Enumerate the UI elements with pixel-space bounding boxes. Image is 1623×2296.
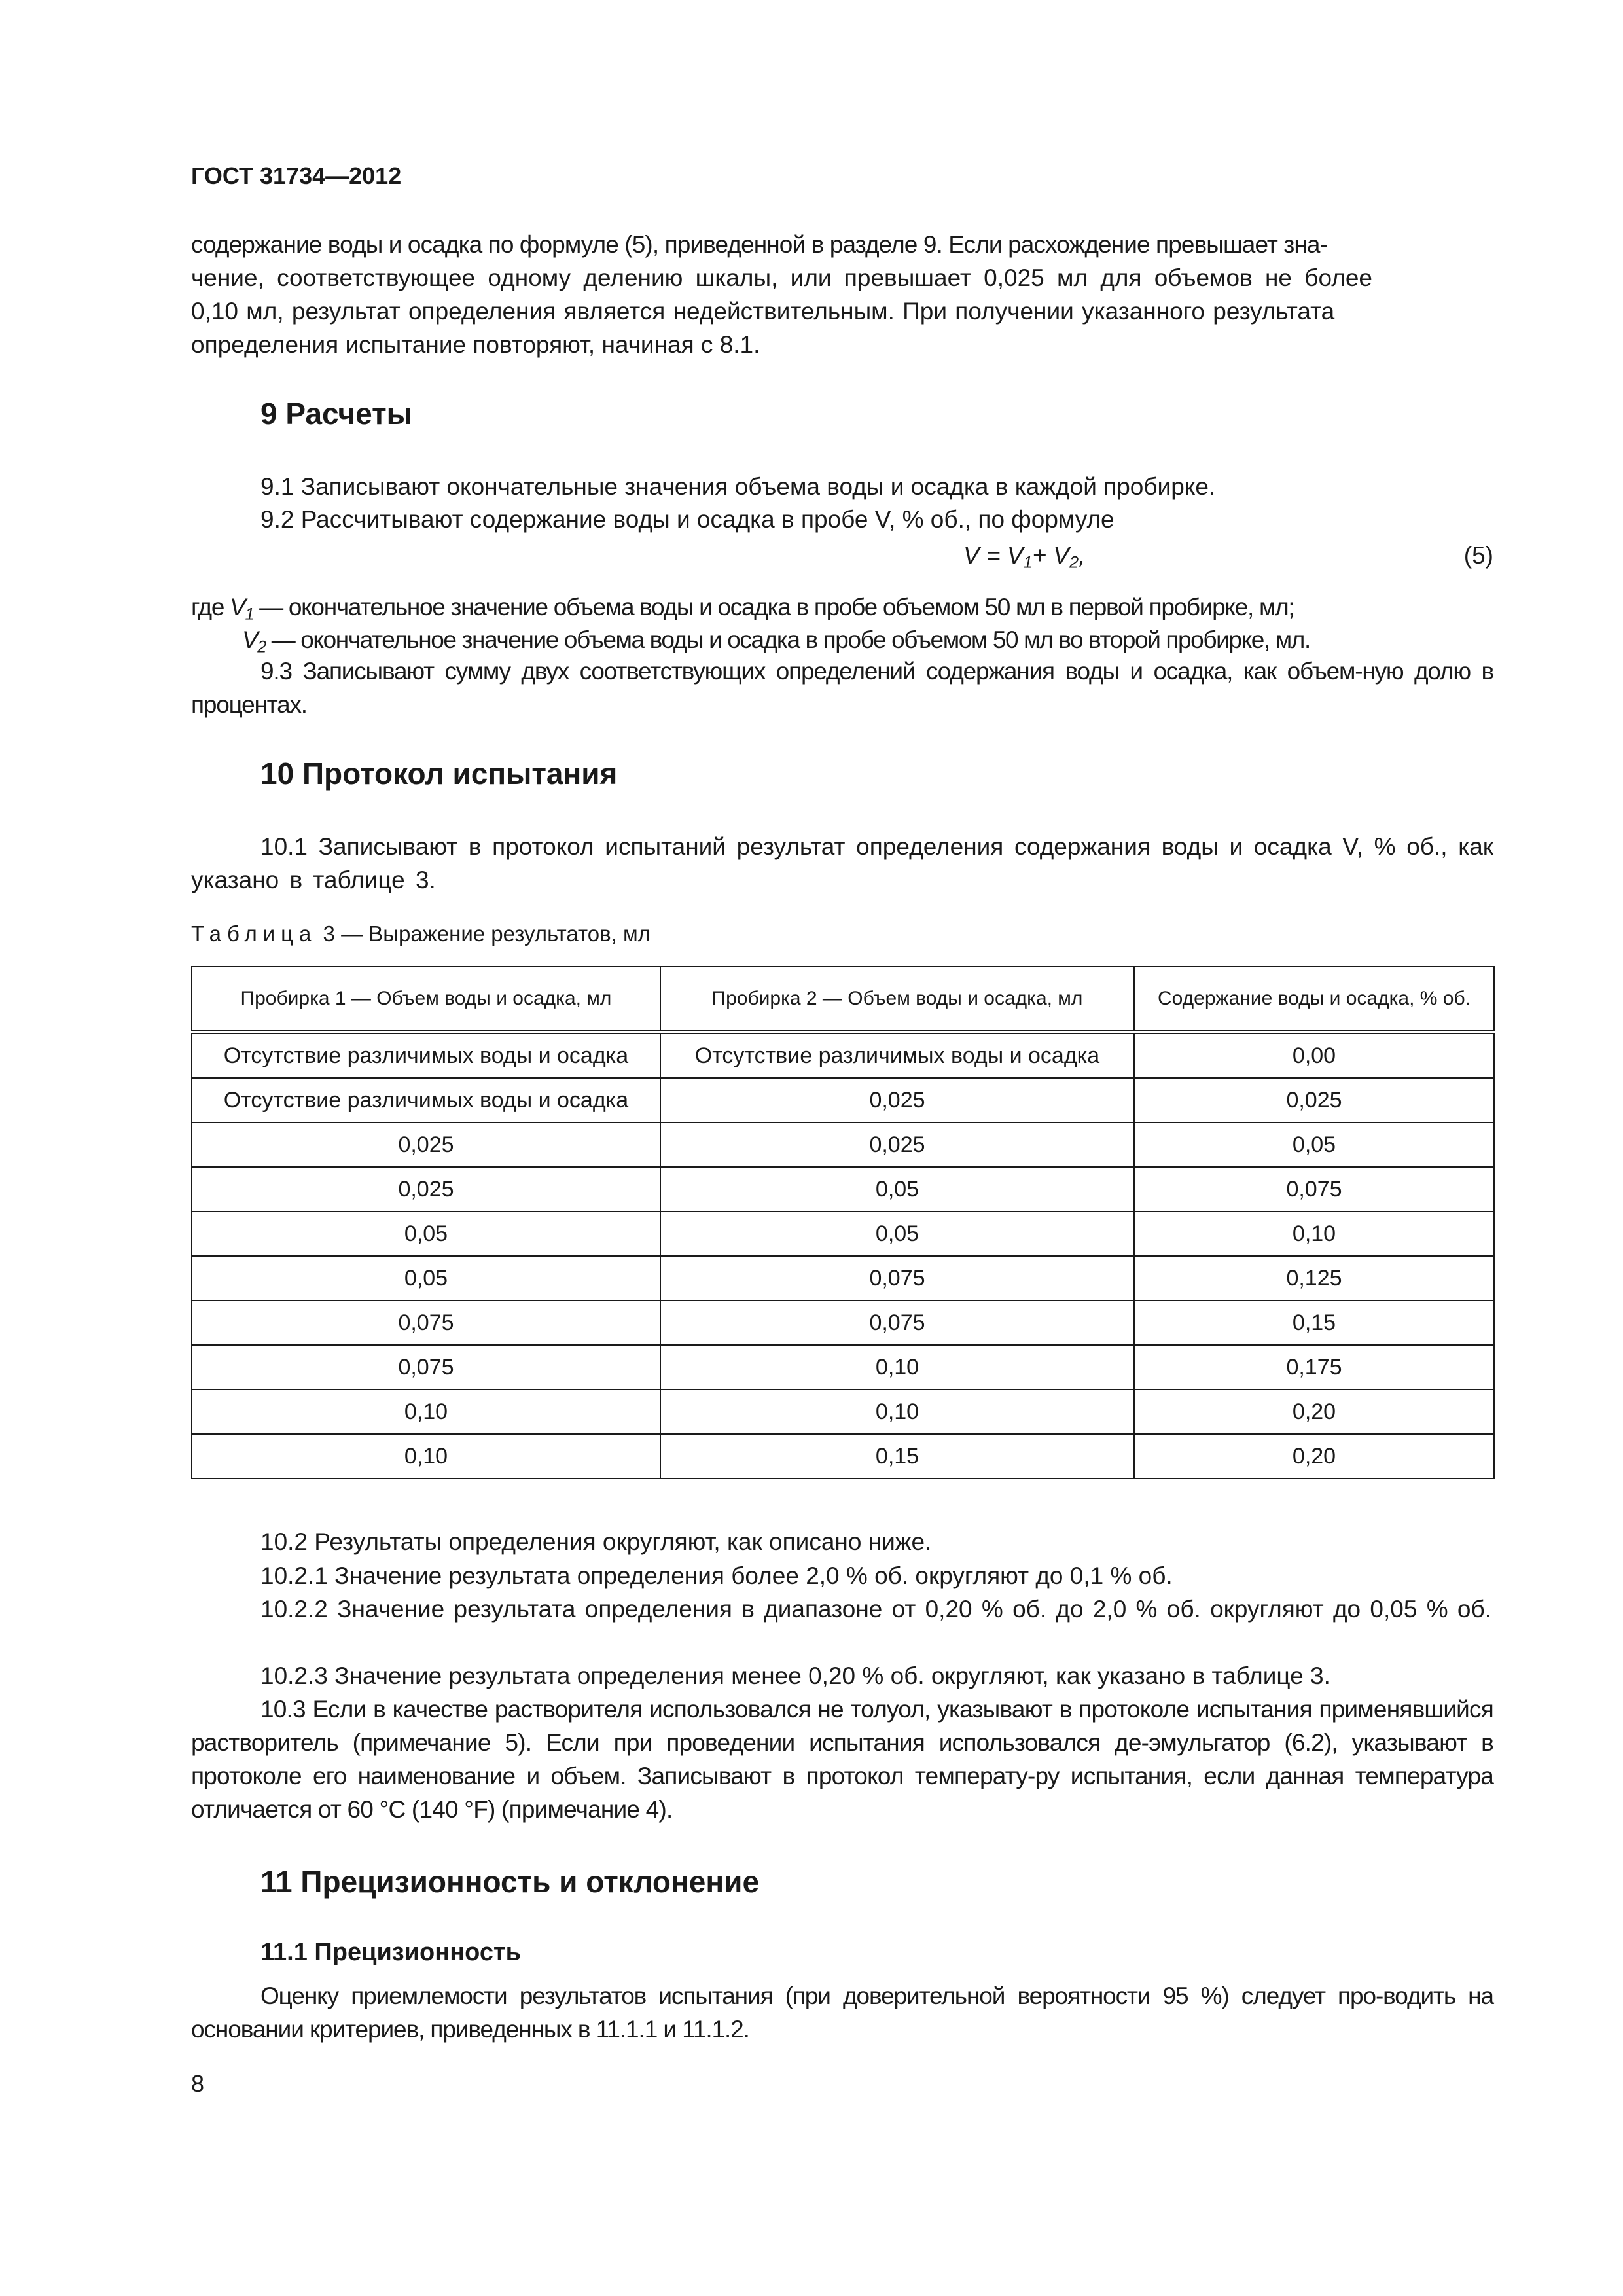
table-row: [192, 1032, 1494, 1078]
table-row: [192, 1211, 1494, 1256]
where-v2: [191, 623, 1493, 656]
table-row: [192, 1390, 1494, 1434]
table-cell: 0,075: [1134, 1167, 1494, 1211]
where-word: где: [191, 594, 224, 620]
section-9-para-1: [191, 470, 1493, 503]
table-cell: 0,075: [660, 1300, 1134, 1345]
table-cell: 0,025: [1134, 1078, 1494, 1122]
para-10-2-1-line: [191, 1559, 1493, 1592]
table-cell: 0,025: [192, 1167, 660, 1211]
table-cell: 0,10: [660, 1345, 1134, 1390]
para-10-2-3-line: [191, 1659, 1493, 1693]
table-cell: 0,05: [192, 1256, 660, 1300]
table-3-caption: [191, 922, 651, 946]
section-9-heading: 9 Расчеты: [260, 397, 412, 431]
where-v1: [191, 590, 1493, 624]
table-cell: 0,075: [192, 1300, 660, 1345]
formula-number: (5): [1463, 542, 1493, 569]
subsection-11-1-heading: 11.1 Прецизионность: [260, 1939, 521, 1966]
section-11-heading: 11 Прецизионность и отклонение: [260, 1865, 760, 1899]
table-cell: 0,05: [660, 1211, 1134, 1256]
standard-designation: ГОСТ 31734—2012: [191, 162, 402, 189]
formula-5: [191, 542, 1493, 576]
table-row: [192, 1256, 1494, 1300]
intro-line-2: чение, соответствующее одному делению шкалы, или превышает 0,025 мл для объемов не более: [191, 264, 1372, 291]
para-10-3: 10.3 Если в качестве растворителя использовался не толуол, указывают в протоколе испытания применявшийся растворитель (примечание 5). Если при проведении испытания использовался де-эмульгатор (6.2), указывают в протоколе его наименование и объем. Записывают в протокол температу-ру испытания, если данная температура отличается от 60 °С (140 °F) (примечание 4).: [191, 1696, 1493, 1823]
table-row: [192, 1300, 1494, 1345]
table-cell: 0,075: [192, 1345, 660, 1390]
para-10-2-2: 10.2.2 Значение результата определения в диапазоне от 0,20 % об. до 2,0 % об. округляют до 0,05 % об.: [260, 1596, 1491, 1623]
intro-line-1: содержание воды и осадка по формуле (5), приведенной в разделе 9. Если расхождение превышает зна-: [191, 231, 1328, 258]
table-cell: 0,10: [192, 1390, 660, 1434]
intro-paragraph: [191, 228, 1493, 361]
where-v1-desc: — окончательное значение объема воды и осадка в пробе объемом 50 мл в первой пробирке, мл;: [253, 594, 1294, 620]
table-row: [192, 1345, 1494, 1390]
para-10-2-line: [191, 1525, 1493, 1558]
table-cell: 0,025: [192, 1122, 660, 1167]
where-v2-desc: — окончательное значение объема воды и осадка в пробе объемом 50 мл во второй пробирке, мл.: [265, 626, 1310, 653]
table-cell: Отсутствие различимых воды и осадка: [660, 1032, 1134, 1078]
para-9-1: 9.1 Записывают окончательные значения объема воды и осадка в каждой пробирке.: [260, 473, 1216, 500]
table-cell: 0,05: [192, 1211, 660, 1256]
table-cell: 0,05: [1134, 1122, 1494, 1167]
table-cell: 0,10: [660, 1390, 1134, 1434]
table-row: [192, 1434, 1494, 1479]
header-content: Содержание воды и осадка, % об.: [1134, 967, 1494, 1032]
symbol-v1: $V_1$: [230, 594, 254, 624]
section-10-heading: 10 Протокол испытания: [260, 757, 618, 791]
para-10-1: 10.1 Записывают в протокол испытаний результат определения содержания воды и осадка V, % об., как указано в таблице 3.: [191, 833, 1493, 893]
table-header-row: [192, 967, 1494, 1032]
table-cell: 0,05: [660, 1167, 1134, 1211]
table-cell: 0,10: [192, 1434, 660, 1479]
table-cell: Отсутствие различимых воды и осадка: [192, 1078, 660, 1122]
para-9-2: 9.2 Рассчитывают содержание воды и осадка в пробе V, % об., по формуле: [260, 506, 1115, 533]
table-cell: 0,175: [1134, 1345, 1494, 1390]
para-11-1: Оценку приемлемости результатов испытания (при доверительной вероятности 95 %) следует про-водить на основании критериев, приведенных в 11.1.1 и 11.1.2.: [191, 1982, 1493, 2043]
formula-expression: $V = V_1+ V_2$,: [963, 542, 1086, 572]
table-cell: 0,20: [1134, 1390, 1494, 1434]
table-caption-word: Таблица: [191, 922, 317, 946]
table-cell: 0,10: [1134, 1211, 1494, 1256]
section-9-para-2: [191, 503, 1493, 536]
header-tube-1: Пробирка 1 — Объем воды и осадка, мл: [192, 967, 660, 1032]
table-cell: 0,20: [1134, 1434, 1494, 1479]
table-cell: 0,025: [660, 1122, 1134, 1167]
symbol-v2: $V_2$: [242, 626, 266, 656]
table-cell: 0,15: [1134, 1300, 1494, 1345]
para-10-2-3: 10.2.3 Значение результата определения менее 0,20 % об. округляют, как указано в таблице 3.: [260, 1662, 1330, 1689]
table-cell: 0,075: [660, 1256, 1134, 1300]
table-cell: 0,025: [660, 1078, 1134, 1122]
results-table: [191, 966, 1495, 1479]
table-cell: 0,15: [660, 1434, 1134, 1479]
table-row: [192, 1167, 1494, 1211]
para-10-2: 10.2 Результаты определения округляют, как описано ниже.: [260, 1528, 932, 1555]
table-caption-rest: 3 — Выражение результатов, мл: [317, 922, 651, 946]
table-row: [192, 1122, 1494, 1167]
para-9-3: 9.3 Записывают сумму двух соответствующих определений содержания воды и осадка, как объем-ную долю в процентах.: [191, 658, 1493, 718]
para-10-2-1: 10.2.1 Значение результата определения более 2,0 % об. округляют до 0,1 % об.: [260, 1562, 1173, 1589]
page-number: 8: [191, 2070, 205, 2097]
header-tube-2: Пробирка 2 — Объем воды и осадка, мл: [660, 967, 1134, 1032]
table-cell: 0,125: [1134, 1256, 1494, 1300]
intro-line-4: определения испытание повторяют, начиная с 8.1.: [191, 331, 760, 358]
intro-line-3: 0,10 мл, результат определения является недействительным. При получении указанного результата: [191, 298, 1335, 325]
table-row: [192, 1078, 1494, 1122]
table-cell: Отсутствие различимых воды и осадка: [192, 1032, 660, 1078]
table-cell: 0,00: [1134, 1032, 1494, 1078]
